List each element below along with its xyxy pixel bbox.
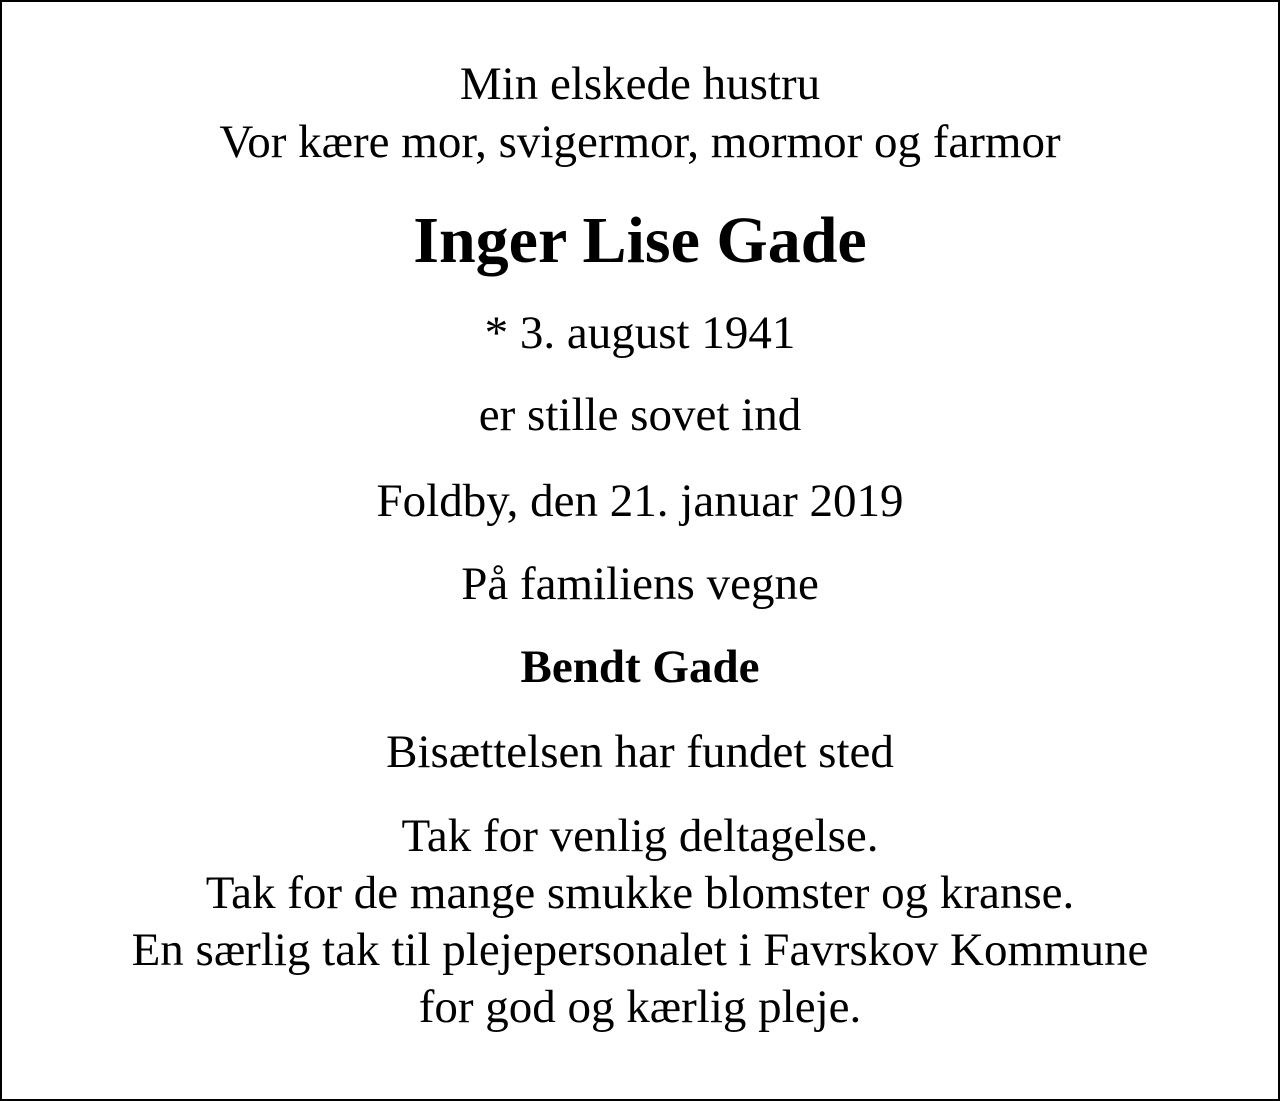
thanks-line-4: for god og kærlig pleje. xyxy=(418,981,862,1033)
birth-date: * 3. august 1941 xyxy=(484,307,796,359)
on-behalf-text: På familiens vegne xyxy=(461,558,819,610)
thanks-line-1: Tak for venlig deltagelse. xyxy=(401,810,879,862)
header-line-1: Min elskede hustru xyxy=(459,58,821,110)
passing-text: er stille sovet ind xyxy=(478,389,802,441)
deceased-name: Inger Lise Gade xyxy=(413,204,867,277)
header-line-2: Vor kære mor, svigermor, mormor og farmor xyxy=(219,116,1061,168)
thanks-line-3: En særlig tak til plejepersonalet i Favrskov Kommune xyxy=(131,924,1149,976)
signatory-name: Bendt Gade xyxy=(520,641,760,693)
thanks-line-2: Tak for de mange smukke blomster og kranse. xyxy=(205,867,1075,919)
place-date: Foldby, den 21. januar 2019 xyxy=(376,475,904,527)
funeral-text: Bisættelsen har fundet sted xyxy=(386,726,894,778)
